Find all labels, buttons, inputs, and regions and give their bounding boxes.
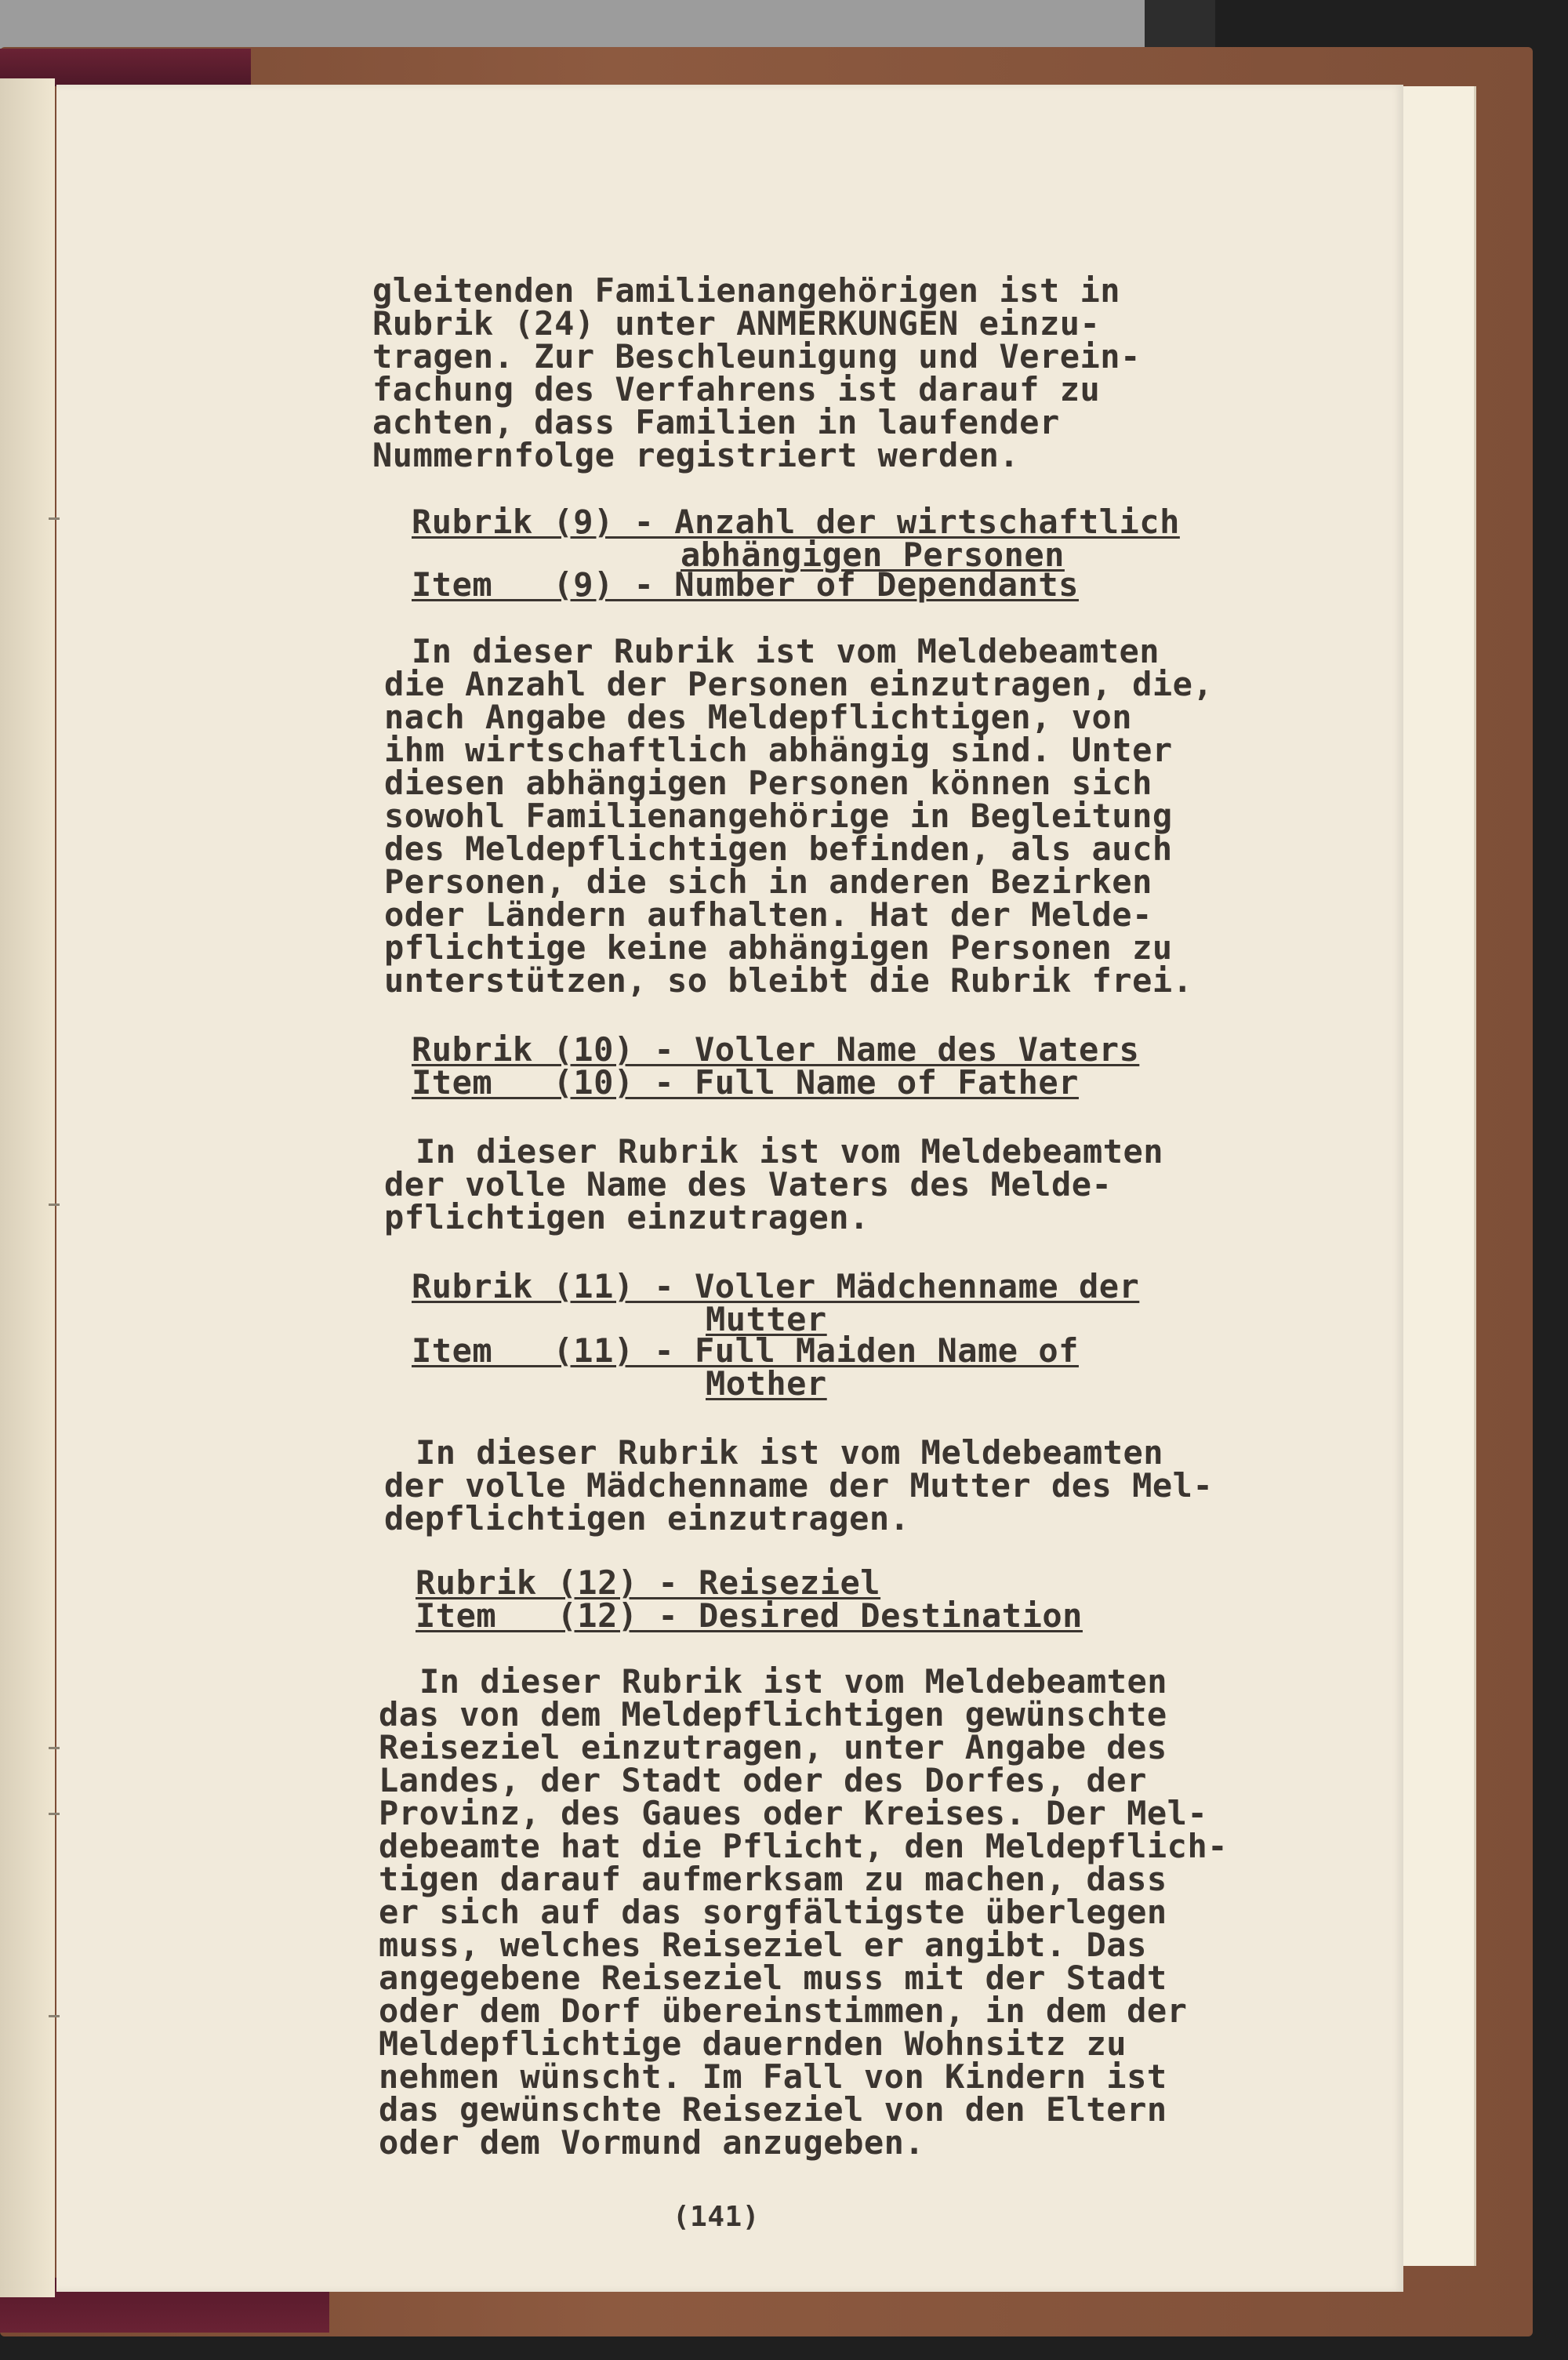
section-heading-en: Item (11) - Full Maiden Name of — [412, 1331, 1079, 1370]
intro-line: Rubrik (24) unter ANMERKUNGEN einzu- — [372, 304, 1101, 343]
page-number: (141) — [673, 2201, 760, 2233]
section-heading-de-cont: abhängigen Personen — [681, 536, 1065, 574]
body-line: pflichtige keine abhängigen Personen zu — [384, 928, 1173, 967]
body-line: der volle Mädchenname der Mutter des Mel- — [384, 1466, 1214, 1505]
section-heading-de: Rubrik (10) - Voller Name des Vaters — [412, 1030, 1140, 1069]
body-line: die Anzahl der Personen einzutragen, die, — [384, 665, 1214, 703]
body-line: In dieser Rubrik ist vom Meldebeamten — [419, 1662, 1168, 1701]
left-page-edge — [0, 78, 55, 2297]
body-line: angegebene Reiseziel muss mit der Stadt — [379, 1959, 1167, 1997]
body-line: oder dem Dorf übereinstimmen, in dem der — [379, 1991, 1188, 2030]
margin-mark — [49, 1813, 60, 1815]
section-heading-en: Item (12) - Desired Destination — [416, 1596, 1083, 1635]
section-heading-en: Item (10) - Full Name of Father — [412, 1063, 1079, 1102]
intro-line: fachung des Verfahrens ist darauf zu — [372, 370, 1101, 408]
body-line: Provinz, des Gaues oder Kreises. Der Mel- — [379, 1794, 1208, 1832]
body-line: er sich auf das sorgfältigste überlegen — [379, 1893, 1167, 1931]
body-line: tigen darauf aufmerksam zu machen, dass — [379, 1860, 1167, 1898]
body-line: depflichtigen einzutragen. — [384, 1499, 910, 1538]
body-line: sowohl Familienangehörige in Begleitung — [384, 797, 1173, 835]
body-line: nach Angabe des Meldepflichtigen, von — [384, 698, 1133, 736]
margin-mark — [49, 2015, 60, 2017]
intro-line: tragen. Zur Beschleunigung und Verein- — [372, 337, 1141, 376]
body-line: pflichtigen einzutragen. — [384, 1198, 869, 1236]
body-line: In dieser Rubrik ist vom Meldebeamten — [412, 632, 1160, 670]
section-heading-de: Rubrik (11) - Voller Mädchenname der — [412, 1267, 1140, 1305]
body-line: nehmen wünscht. Im Fall von Kindern ist — [379, 2057, 1167, 2096]
body-line: das von dem Meldepflichtigen gewünschte — [379, 1695, 1167, 1734]
section-heading-de: Rubrik (9) - Anzahl der wirtschaftlich — [412, 503, 1180, 541]
body-line: das gewünschte Reiseziel von den Eltern — [379, 2090, 1167, 2129]
body-line: debeamte hat die Pflicht, den Meldepflich- — [379, 1827, 1229, 1865]
body-line: Meldepflichtige dauernden Wohnsitz zu — [379, 2024, 1127, 2063]
margin-mark — [49, 1747, 60, 1749]
margin-mark — [49, 517, 60, 520]
body-line: ihm wirtschaftlich abhängig sind. Unter — [384, 731, 1173, 769]
margin-mark — [49, 1204, 60, 1206]
intro-line: achten, dass Familien in laufender — [372, 403, 1060, 441]
body-line: muss, welches Reiseziel er angibt. Das — [379, 1926, 1147, 1964]
section-heading-en-cont: Mother — [706, 1364, 827, 1403]
body-line: unterstützen, so bleibt die Rubrik frei. — [384, 961, 1193, 1000]
body-line: In dieser Rubrik ist vom Meldebeamten — [416, 1433, 1164, 1472]
body-line: oder dem Vormund anzugeben. — [379, 2123, 925, 2162]
intro-line: Nummernfolge registriert werden. — [372, 436, 1020, 474]
body-line: des Meldepflichtigen befinden, als auch — [384, 830, 1173, 868]
body-line: Reiseziel einzutragen, unter Angabe des — [379, 1728, 1167, 1766]
body-line: In dieser Rubrik ist vom Meldebeamten — [416, 1132, 1164, 1171]
body-line: oder Ländern aufhalten. Hat der Melde- — [384, 895, 1152, 934]
section-heading-en: Item (9) - Number of Dependants — [412, 565, 1079, 604]
body-line: der volle Name des Vaters des Melde- — [384, 1165, 1112, 1204]
body-line: Landes, der Stadt oder des Dorfes, der — [379, 1761, 1147, 1799]
body-line: Personen, die sich in anderen Bezirken — [384, 862, 1152, 901]
intro-line: gleitenden Familienangehörigen ist in — [372, 271, 1121, 310]
section-heading-de-cont: Mutter — [706, 1300, 827, 1338]
body-line: diesen abhängigen Personen können sich — [384, 764, 1152, 802]
section-heading-de: Rubrik (12) - Reiseziel — [416, 1563, 881, 1602]
